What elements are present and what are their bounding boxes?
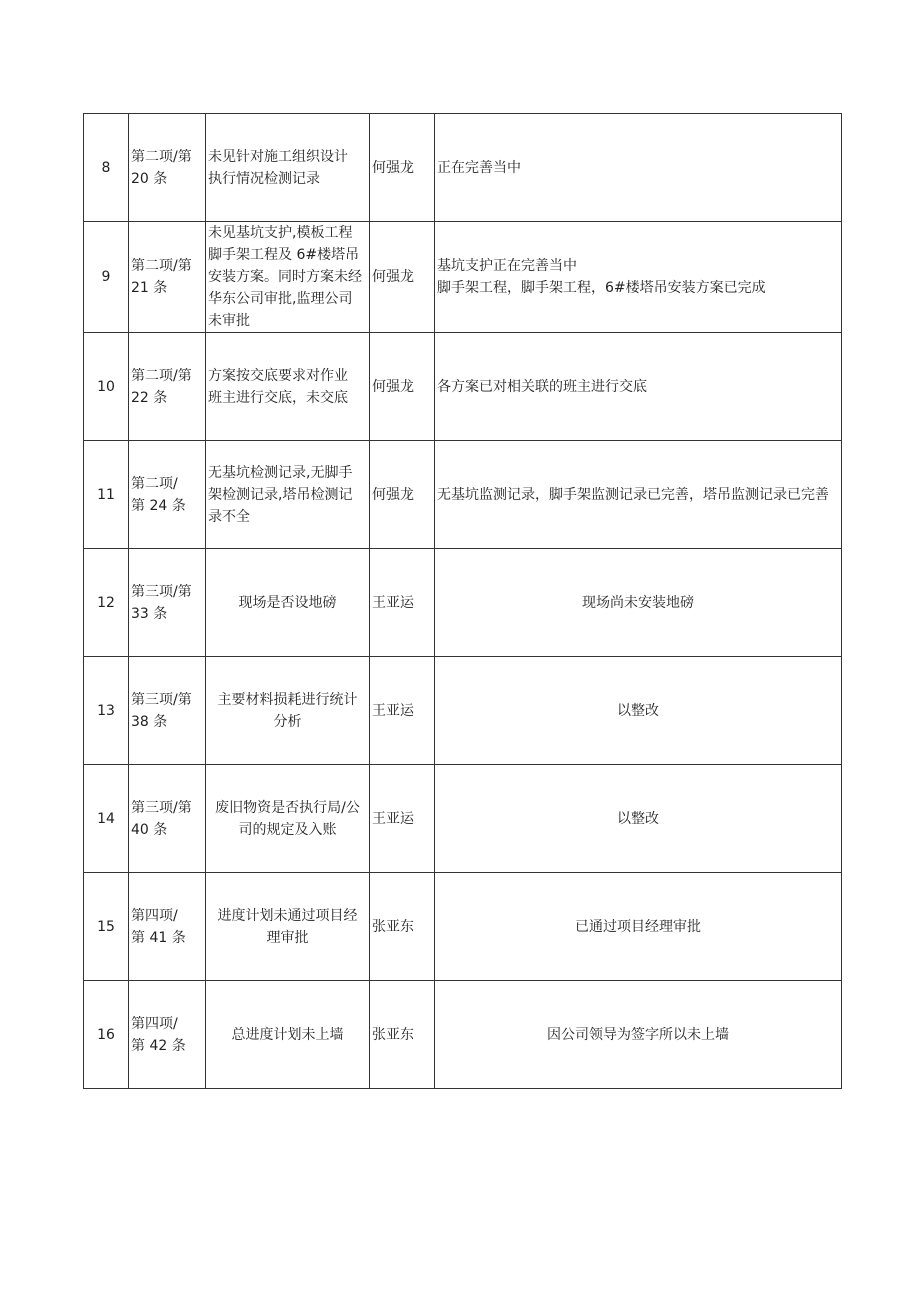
table-row	[84, 441, 842, 549]
rectification-status: 以整改	[435, 765, 842, 873]
rectification-status: 现场尚未安装地磅	[435, 549, 842, 657]
responsible-person: 何强龙	[370, 114, 435, 222]
row-number: 14	[84, 765, 129, 873]
issue-description: 总进度计划未上墙	[206, 981, 370, 1089]
row-number: 10	[84, 333, 129, 441]
row-number: 8	[84, 114, 129, 222]
issue-description: 无基坑检测记录,无脚手 架检测记录,塔吊检测记 录不全	[206, 441, 370, 549]
responsible-person: 王亚运	[370, 549, 435, 657]
issue-description: 废旧物资是否执行局/公 司的规定及入账	[206, 765, 370, 873]
row-number: 12	[84, 549, 129, 657]
rectification-status: 各方案已对相关联的班主进行交底	[435, 333, 842, 441]
rectification-status: 以整改	[435, 657, 842, 765]
issue-description: 现场是否设地磅	[206, 549, 370, 657]
table-row	[84, 981, 842, 1089]
rectification-status: 正在完善当中	[435, 114, 842, 222]
issue-description: 进度计划未通过项目经 理审批	[206, 873, 370, 981]
rectification-table	[83, 113, 842, 1089]
table-row	[84, 114, 842, 222]
clause-reference: 第三项/第 33 条	[129, 549, 206, 657]
table-row	[84, 549, 842, 657]
rectification-status: 无基坑监测记录，脚手架监测记录已完善，塔吊监测记录已完善	[435, 441, 842, 549]
issue-description: 方案按交底要求对作业 班主进行交底，未交底	[206, 333, 370, 441]
clause-reference: 第二项/第 21 条	[129, 222, 206, 333]
issue-description: 未见针对施工组织设计 执行情况检测记录	[206, 114, 370, 222]
responsible-person: 王亚运	[370, 657, 435, 765]
rectification-status: 因公司领导为签字所以未上墙	[435, 981, 842, 1089]
responsible-person: 张亚东	[370, 981, 435, 1089]
issue-description: 未见基坑支护,模板工程 脚手架工程及 6#楼塔吊 安装方案。同时方案未经 华东公司审批,监理公司 未审批	[206, 222, 370, 333]
issue-description: 主要材料损耗进行统计 分析	[206, 657, 370, 765]
rectification-status: 基坑支护正在完善当中 脚手架工程，脚手架工程，6#楼塔吊安装方案已完成	[435, 222, 842, 333]
clause-reference: 第二项/第 22 条	[129, 333, 206, 441]
clause-reference: 第三项/第 38 条	[129, 657, 206, 765]
table-row	[84, 222, 842, 333]
table-row	[84, 873, 842, 981]
responsible-person: 何强龙	[370, 333, 435, 441]
table-row	[84, 333, 842, 441]
rectification-status: 已通过项目经理审批	[435, 873, 842, 981]
clause-reference: 第二项/ 第 24 条	[129, 441, 206, 549]
responsible-person: 王亚运	[370, 765, 435, 873]
clause-reference: 第二项/第 20 条	[129, 114, 206, 222]
clause-reference: 第四项/ 第 41 条	[129, 873, 206, 981]
row-number: 13	[84, 657, 129, 765]
table-row	[84, 765, 842, 873]
responsible-person: 何强龙	[370, 441, 435, 549]
row-number: 16	[84, 981, 129, 1089]
row-number: 9	[84, 222, 129, 333]
table-row	[84, 657, 842, 765]
row-number: 11	[84, 441, 129, 549]
clause-reference: 第三项/第 40 条	[129, 765, 206, 873]
responsible-person: 何强龙	[370, 222, 435, 333]
clause-reference: 第四项/ 第 42 条	[129, 981, 206, 1089]
responsible-person: 张亚东	[370, 873, 435, 981]
row-number: 15	[84, 873, 129, 981]
